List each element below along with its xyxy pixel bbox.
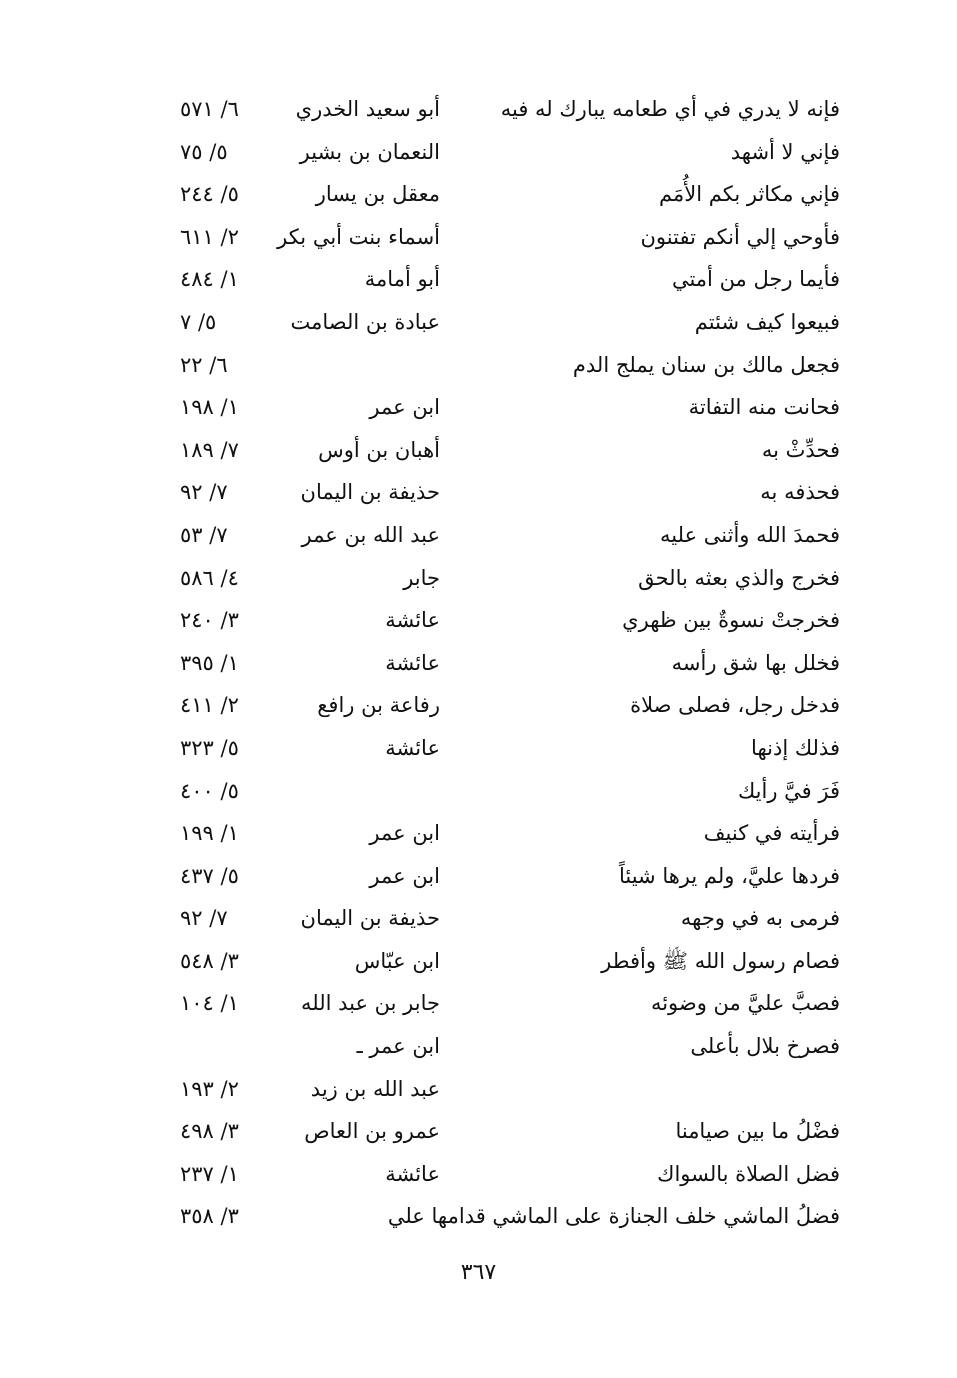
narrator-name: النعمان بن بشير xyxy=(299,139,440,164)
volume-page-reference: ١/ ١٩٨ xyxy=(180,395,239,420)
narrator-name: رفاعة بن رافع xyxy=(317,693,440,718)
volume-page-reference: ١/ ١٩٩ xyxy=(180,821,239,846)
volume-page-reference: ٧/ ٩٢ xyxy=(180,480,228,505)
hadith-text: فحمدَ الله وأثنى عليه xyxy=(660,522,840,547)
volume-page-reference: ١/ ٤٨٤ xyxy=(180,267,239,292)
volume-page-reference: ٧/ ٩٢ xyxy=(180,906,228,931)
index-row xyxy=(150,727,850,770)
narrator-name: عائشة xyxy=(385,650,440,675)
volume-page-reference: ٥/ ٤٠٠ xyxy=(180,778,239,803)
hadith-text: فخلل بها شق رأسه xyxy=(671,650,840,675)
hadith-text: فَرَ فيَّ رأيك xyxy=(737,778,840,803)
volume-page-reference: ٢/ ٤١١ xyxy=(180,693,239,718)
hadith-text: فضل الصلاة بالسواك xyxy=(657,1161,840,1186)
volume-page-reference: ٦/ ٢٢ xyxy=(180,352,228,377)
narrator-name: ابن عمر xyxy=(369,821,440,846)
index-row xyxy=(150,599,850,642)
narrator-name: ابن عبّاس xyxy=(354,948,440,973)
narrator-name: عائشة xyxy=(385,608,440,633)
index-row xyxy=(150,344,850,387)
index-row xyxy=(150,982,850,1025)
index-row xyxy=(150,216,850,259)
hadith-text: فأوحي إلي أنكم تفتنون xyxy=(640,224,840,249)
narrator-name: ابن عمر xyxy=(369,863,440,888)
index-row xyxy=(150,1153,850,1196)
narrator-name: جابر xyxy=(403,565,440,590)
volume-page-reference: ٣/ ٤٩٨ xyxy=(180,1119,239,1144)
index-row xyxy=(150,88,850,131)
volume-page-reference: ٣/ ٣٥٨ xyxy=(180,1204,239,1229)
hadith-text: فحانت منه التفاتة xyxy=(688,395,840,420)
narrator-name: عائشة xyxy=(385,1161,440,1186)
hadith-text: فإني مكاثر بكم الأُمَم xyxy=(659,182,840,207)
volume-page-reference: ٣/ ٥٤٨ xyxy=(180,948,239,973)
index-row xyxy=(150,855,850,898)
hadith-text: فخرج والذي بعثه بالحق xyxy=(638,565,840,590)
hadith-text: فصبَّ عليَّ من وضوئه xyxy=(650,991,840,1016)
hadith-text: فإني لا أشهد xyxy=(730,139,840,164)
narrator-name: أبو سعيد الخدري xyxy=(295,97,440,121)
narrator-name: عائشة xyxy=(385,735,440,760)
hadith-index-table xyxy=(150,88,850,1238)
volume-page-reference: ٥/ ٤٣٧ xyxy=(180,863,239,888)
index-row xyxy=(150,1195,850,1238)
index-row xyxy=(150,557,850,600)
index-row xyxy=(150,514,850,557)
narrator-name: جابر بن عبد الله xyxy=(300,991,440,1016)
hadith-text: فردها عليَّ، ولم يرها شيئاً xyxy=(618,863,840,888)
hadith-text: فضلُ الماشي خلف الجنازة على الماشي قدامها علي xyxy=(387,1204,840,1229)
narrator-name: حذيفة بن اليمان xyxy=(300,906,440,931)
index-row xyxy=(150,1110,850,1153)
index-row xyxy=(150,173,850,216)
hadith-text: فرمى به في وجهه xyxy=(680,906,840,931)
volume-page-reference: ٦/ ٥٧١ xyxy=(180,97,239,121)
hadith-text: فجعل مالك بن سنان يملج الدم xyxy=(572,352,840,377)
volume-page-reference: ٧/ ١٨٩ xyxy=(180,437,239,462)
hadith-text: فضْلُ ما بين صيامنا xyxy=(675,1119,840,1144)
narrator-name: ابن عمر ـ xyxy=(356,1034,440,1059)
volume-page-reference: ١/ ٢٣٧ xyxy=(180,1161,239,1186)
volume-page-reference: ٥/ ٢٤٤ xyxy=(180,182,239,207)
narrator-name: عبد الله بن عمر xyxy=(301,522,440,547)
narrator-name: عبد الله بن زيد xyxy=(310,1076,440,1101)
hadith-text: فحذفه به xyxy=(760,480,840,505)
index-row xyxy=(150,471,850,514)
hadith-text: فأيما رجل من أمتي xyxy=(671,267,840,292)
hadith-text: فرأيته في كنيف xyxy=(703,821,840,846)
hadith-text: فخرجتْ نسوةٌ بين ظهري xyxy=(622,608,840,633)
narrator-name: عمرو بن العاص xyxy=(304,1119,440,1144)
volume-page-reference: ٤/ ٥٨٦ xyxy=(180,565,239,590)
hadith-text: فصام رسول الله ﷺ وأفطر xyxy=(601,948,840,973)
index-row xyxy=(150,258,850,301)
index-row xyxy=(150,1025,850,1068)
hadith-text: فصرخ بلال بأعلى xyxy=(690,1034,840,1059)
index-row xyxy=(150,897,850,940)
hadith-text: فدخل رجل، فصلى صلاة xyxy=(630,693,840,718)
index-row xyxy=(150,429,850,472)
hadith-text: فإنه لا يدري في أي طعامه يبارك له فيه xyxy=(500,97,840,121)
volume-page-reference: ١/ ٣٩٥ xyxy=(180,650,239,675)
index-row xyxy=(150,1068,850,1111)
narrator-name: عبادة بن الصامت xyxy=(290,309,440,334)
hadith-text: فبيعوا كيف شئتم xyxy=(694,309,840,334)
index-row xyxy=(150,301,850,344)
index-row xyxy=(150,386,850,429)
hadith-text: فذلك إذنها xyxy=(751,735,840,760)
narrator-name: أهبان بن أوس xyxy=(318,437,440,462)
index-row xyxy=(150,684,850,727)
volume-page-reference: ٢/ ١٩٣ xyxy=(180,1076,239,1101)
narrator-name: حذيفة بن اليمان xyxy=(300,480,440,505)
volume-page-reference: ٢/ ٦١١ xyxy=(180,224,239,249)
hadith-text: فحدِّثْ به xyxy=(761,437,840,462)
volume-page-reference: ١/ ١٠٤ xyxy=(180,991,239,1016)
index-row xyxy=(150,642,850,685)
index-row xyxy=(150,131,850,174)
narrator-name: أسماء بنت أبي بكر xyxy=(277,224,440,249)
volume-page-reference: ٥/ ٣٢٣ xyxy=(180,735,239,760)
volume-page-reference: ٧/ ٥٣ xyxy=(180,522,228,547)
index-row xyxy=(150,940,850,983)
page-number: ٣٦٧ xyxy=(460,1260,497,1285)
narrator-name: معقل بن يسار xyxy=(315,182,440,207)
narrator-name: ابن عمر xyxy=(369,395,440,420)
narrator-name: أبو أمامة xyxy=(364,267,440,292)
volume-page-reference: ٥/ ٧ xyxy=(180,309,217,334)
volume-page-reference: ٣/ ٢٤٠ xyxy=(180,608,239,633)
index-row xyxy=(150,812,850,855)
index-row xyxy=(150,770,850,813)
volume-page-reference: ٥/ ٧٥ xyxy=(180,139,228,164)
